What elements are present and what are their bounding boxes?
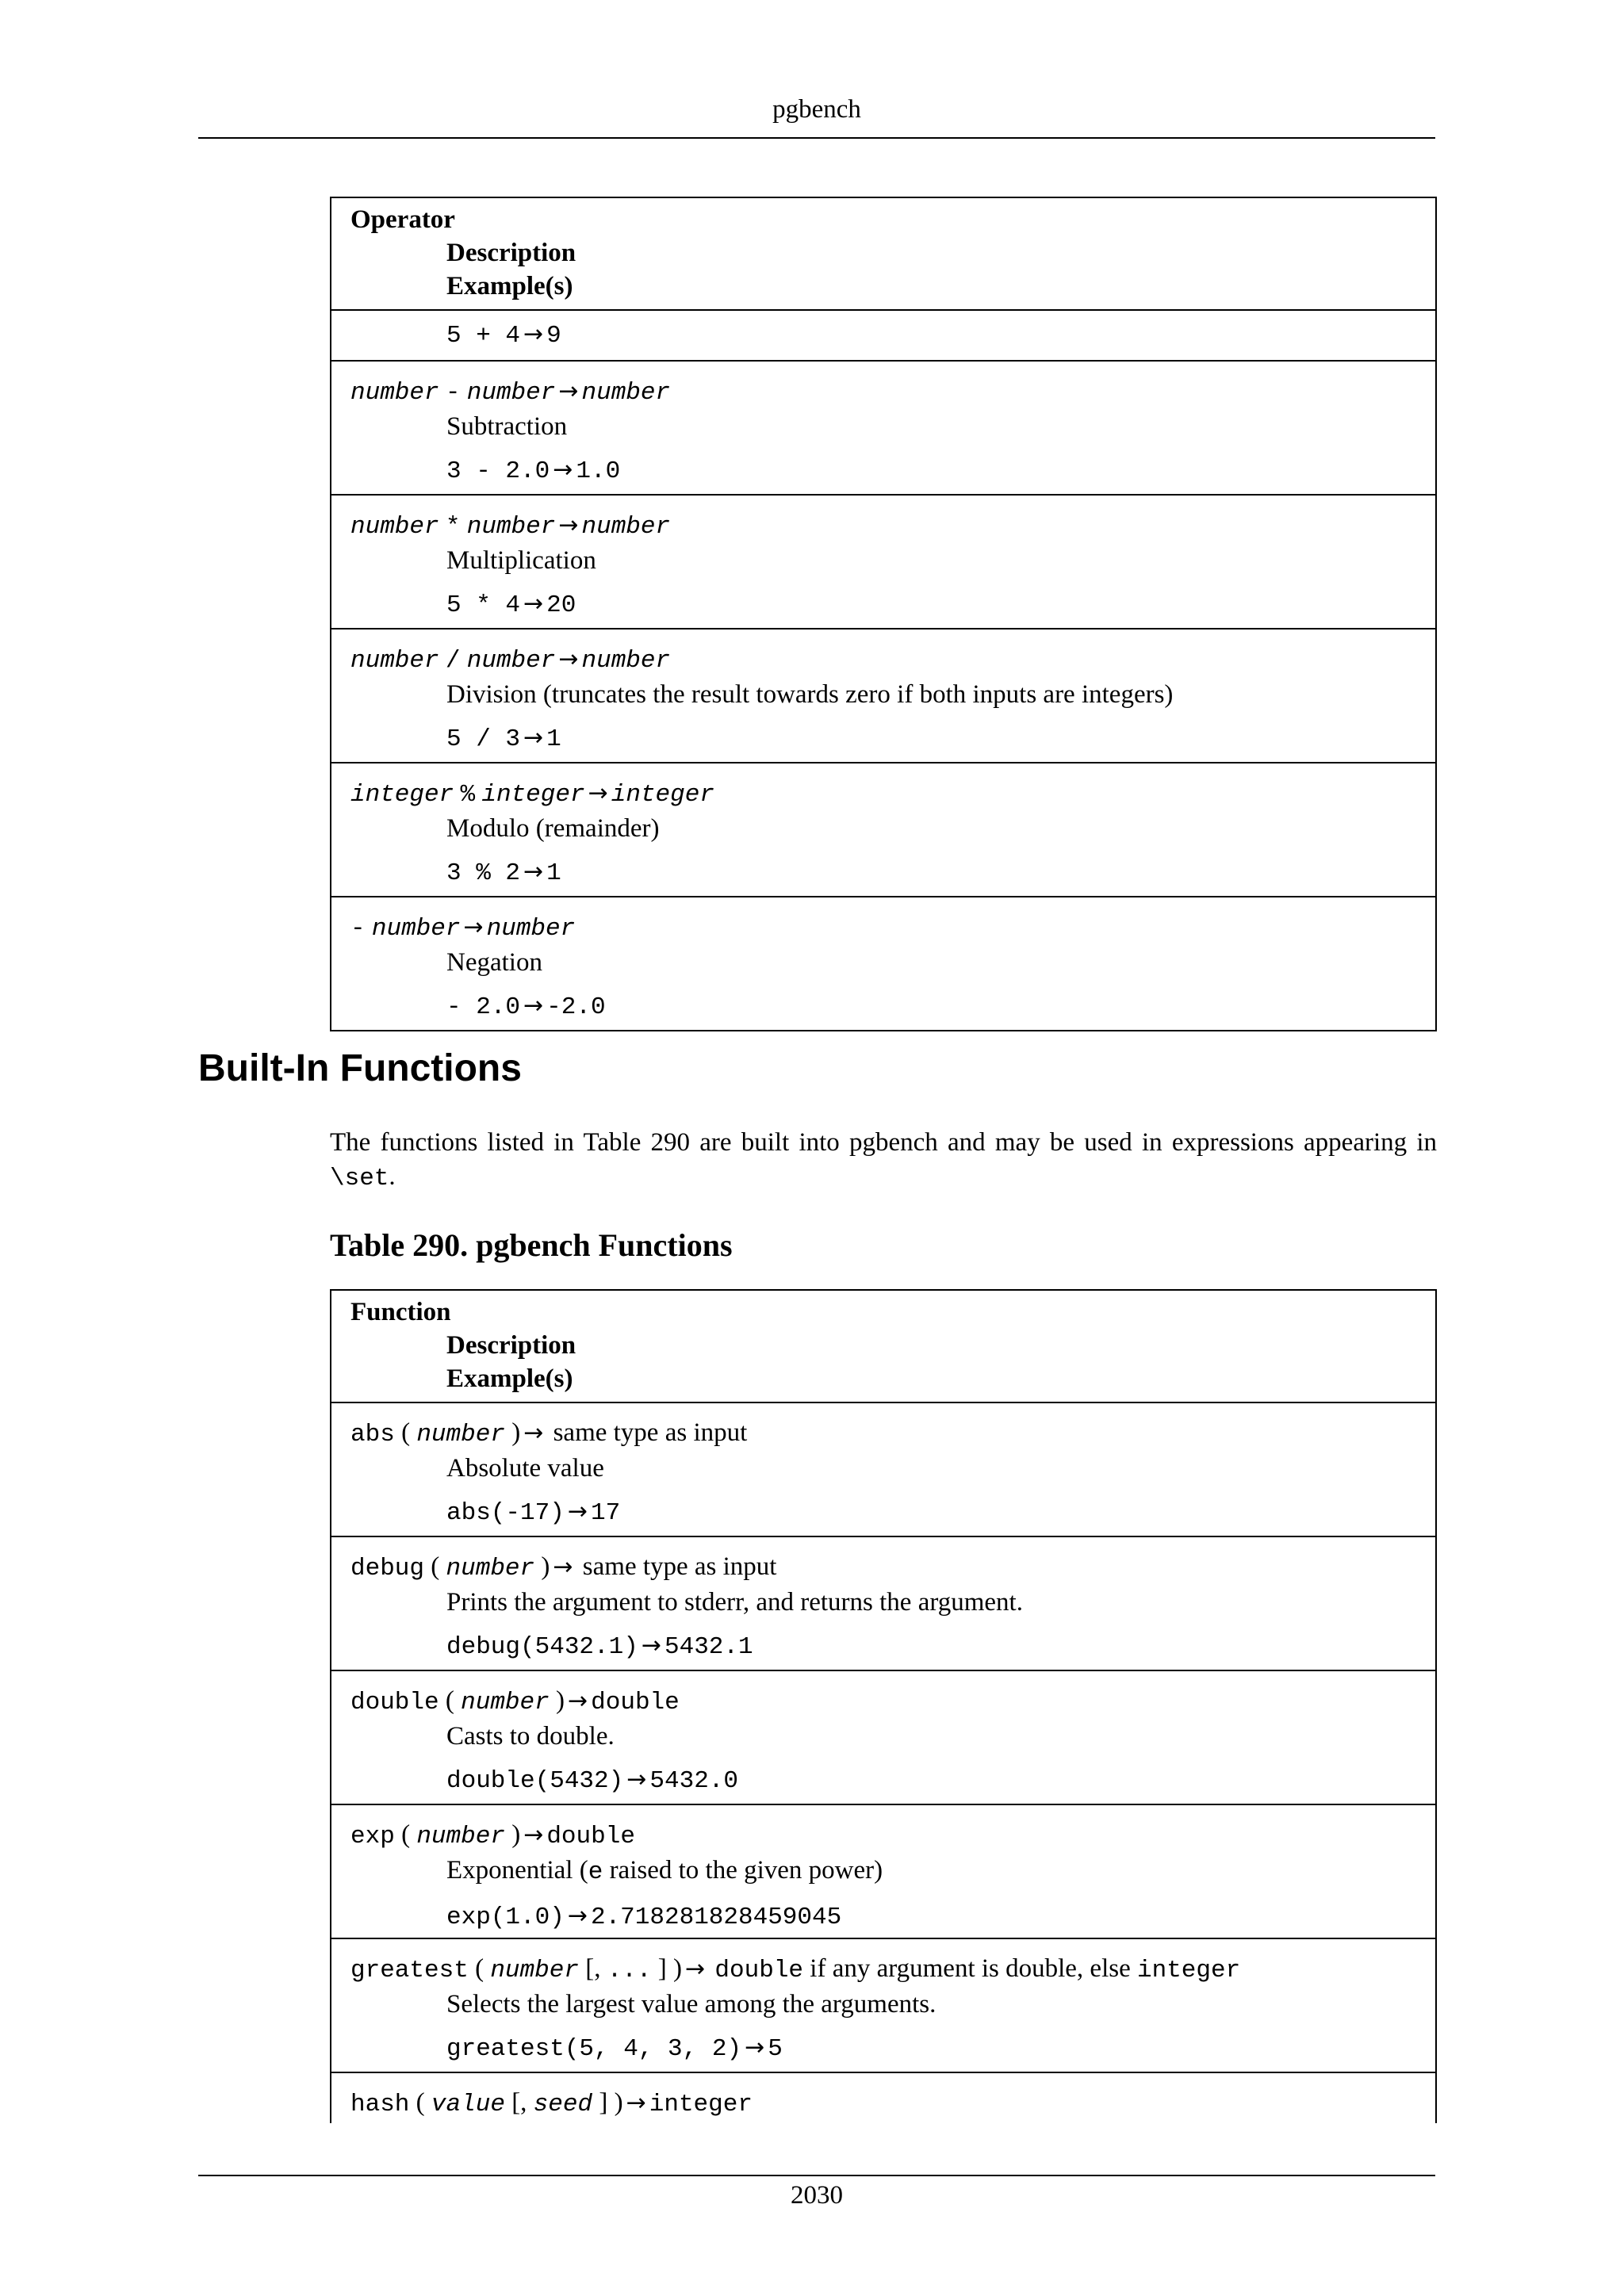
description: Negation bbox=[446, 948, 542, 977]
table-row bbox=[331, 310, 1436, 361]
arrow-icon: → bbox=[558, 511, 579, 539]
signature-line: number - number → number bbox=[350, 377, 671, 407]
table-row bbox=[331, 1938, 1436, 2072]
arrow-icon: → bbox=[568, 1687, 588, 1715]
table-row bbox=[331, 495, 1436, 629]
arrow-icon: → bbox=[745, 2034, 765, 2061]
arrow-icon: → bbox=[588, 779, 608, 807]
table-row bbox=[331, 2072, 1436, 2123]
table-title: Table 290. pgbench Functions bbox=[330, 1227, 733, 1263]
signature-line: number * number → number bbox=[350, 511, 671, 541]
description: Multiplication bbox=[446, 546, 596, 575]
column-header-description: Description bbox=[446, 239, 576, 267]
signature-line: number / number → number bbox=[350, 645, 671, 675]
table-row bbox=[331, 763, 1436, 897]
description: Division (truncates the result towards zero if both inputs are integers) bbox=[446, 680, 1174, 709]
arrow-icon: → bbox=[685, 1955, 706, 1983]
description: Casts to double. bbox=[446, 1722, 615, 1751]
intro-paragraph: The functions listed in Table 290 are built into pgbench and may be used in expressions appearing in \set. bbox=[330, 1128, 1437, 1192]
description: Absolute value bbox=[446, 1454, 604, 1483]
column-header-operator: Operator bbox=[350, 205, 455, 234]
arrow-icon: → bbox=[523, 1419, 544, 1447]
example-line: debug(5432.1) → 5432.1 bbox=[446, 1632, 753, 1661]
header-rule bbox=[198, 137, 1435, 139]
description: Prints the argument to stderr, and returns the argument. bbox=[446, 1588, 1023, 1617]
table-row bbox=[331, 1402, 1436, 1536]
example-line: abs(-17) → 17 bbox=[446, 1498, 621, 1527]
example-line: double(5432) → 5432.0 bbox=[446, 1766, 739, 1795]
arrow-icon: → bbox=[567, 1498, 588, 1525]
signature-line: abs ( number ) → same type as input bbox=[350, 1418, 748, 1448]
arrow-icon: → bbox=[553, 456, 573, 484]
arrow-icon: → bbox=[523, 724, 544, 752]
arrow-icon: → bbox=[523, 858, 544, 886]
arrow-icon: → bbox=[523, 992, 544, 1020]
arrow-icon: → bbox=[523, 1821, 544, 1849]
column-header-description: Description bbox=[446, 1331, 576, 1360]
table-row bbox=[331, 629, 1436, 763]
example-line: 3 % 2 → 1 bbox=[446, 858, 561, 887]
table-row bbox=[331, 1804, 1436, 1938]
signature-line: double ( number ) → double bbox=[350, 1686, 680, 1716]
signature-line: integer % integer → integer bbox=[350, 779, 714, 809]
section-heading: Built-In Functions bbox=[198, 1047, 522, 1089]
arrow-icon: → bbox=[523, 320, 544, 348]
table-row bbox=[331, 897, 1436, 1031]
arrow-icon: → bbox=[558, 645, 579, 673]
arrow-icon: → bbox=[626, 2089, 646, 2117]
description: Subtraction bbox=[446, 412, 568, 441]
functions-table bbox=[330, 1289, 1437, 2123]
example-line: 5 * 4 → 20 bbox=[446, 590, 576, 619]
column-header-function: Function bbox=[350, 1298, 451, 1326]
arrow-icon: → bbox=[567, 1902, 588, 1930]
signature-line: greatest ( number [, ... ] ) → double if any argument is double, else integer bbox=[350, 1954, 1241, 1984]
arrow-icon: → bbox=[463, 913, 484, 941]
description: Modulo (remainder) bbox=[446, 814, 660, 843]
description: Exponential (e raised to the given power) bbox=[446, 1856, 883, 1886]
signature-line: exp ( number ) → double bbox=[350, 1820, 635, 1850]
table-header-row bbox=[331, 1290, 1436, 1402]
column-header-examples: Example(s) bbox=[446, 1364, 573, 1393]
page-number: 2030 bbox=[791, 2181, 843, 2210]
table-row bbox=[331, 1536, 1436, 1670]
table-header-row bbox=[331, 197, 1436, 310]
example-line: - 2.0 → -2.0 bbox=[446, 992, 606, 1021]
column-header-examples: Example(s) bbox=[446, 272, 573, 300]
arrow-icon: → bbox=[558, 377, 579, 405]
table-row bbox=[331, 1670, 1436, 1804]
signature-line: hash ( value [, seed ] ) → integer bbox=[350, 2088, 753, 2118]
arrow-icon: → bbox=[641, 1632, 661, 1659]
inline-code: \set bbox=[330, 1165, 389, 1192]
example-line: exp(1.0) → 2.718281828459045 bbox=[446, 1902, 842, 1931]
example-line: 3 - 2.0 → 1.0 bbox=[446, 456, 621, 485]
description: Selects the largest value among the arguments. bbox=[446, 1990, 936, 2019]
example-line: 5 + 4 → 9 bbox=[446, 320, 561, 350]
signature-line: debug ( number ) → same type as input bbox=[350, 1552, 777, 1582]
table-row bbox=[331, 361, 1436, 495]
signature-line: - number → number bbox=[350, 913, 576, 943]
arrow-icon: → bbox=[523, 590, 544, 618]
running-header: pgbench bbox=[772, 95, 861, 124]
operators-table bbox=[330, 197, 1437, 1031]
example-line: 5 / 3 → 1 bbox=[446, 724, 561, 753]
arrow-icon: → bbox=[553, 1553, 573, 1581]
example-line: greatest(5, 4, 3, 2) → 5 bbox=[446, 2034, 783, 2063]
arrow-icon: → bbox=[626, 1766, 647, 1793]
